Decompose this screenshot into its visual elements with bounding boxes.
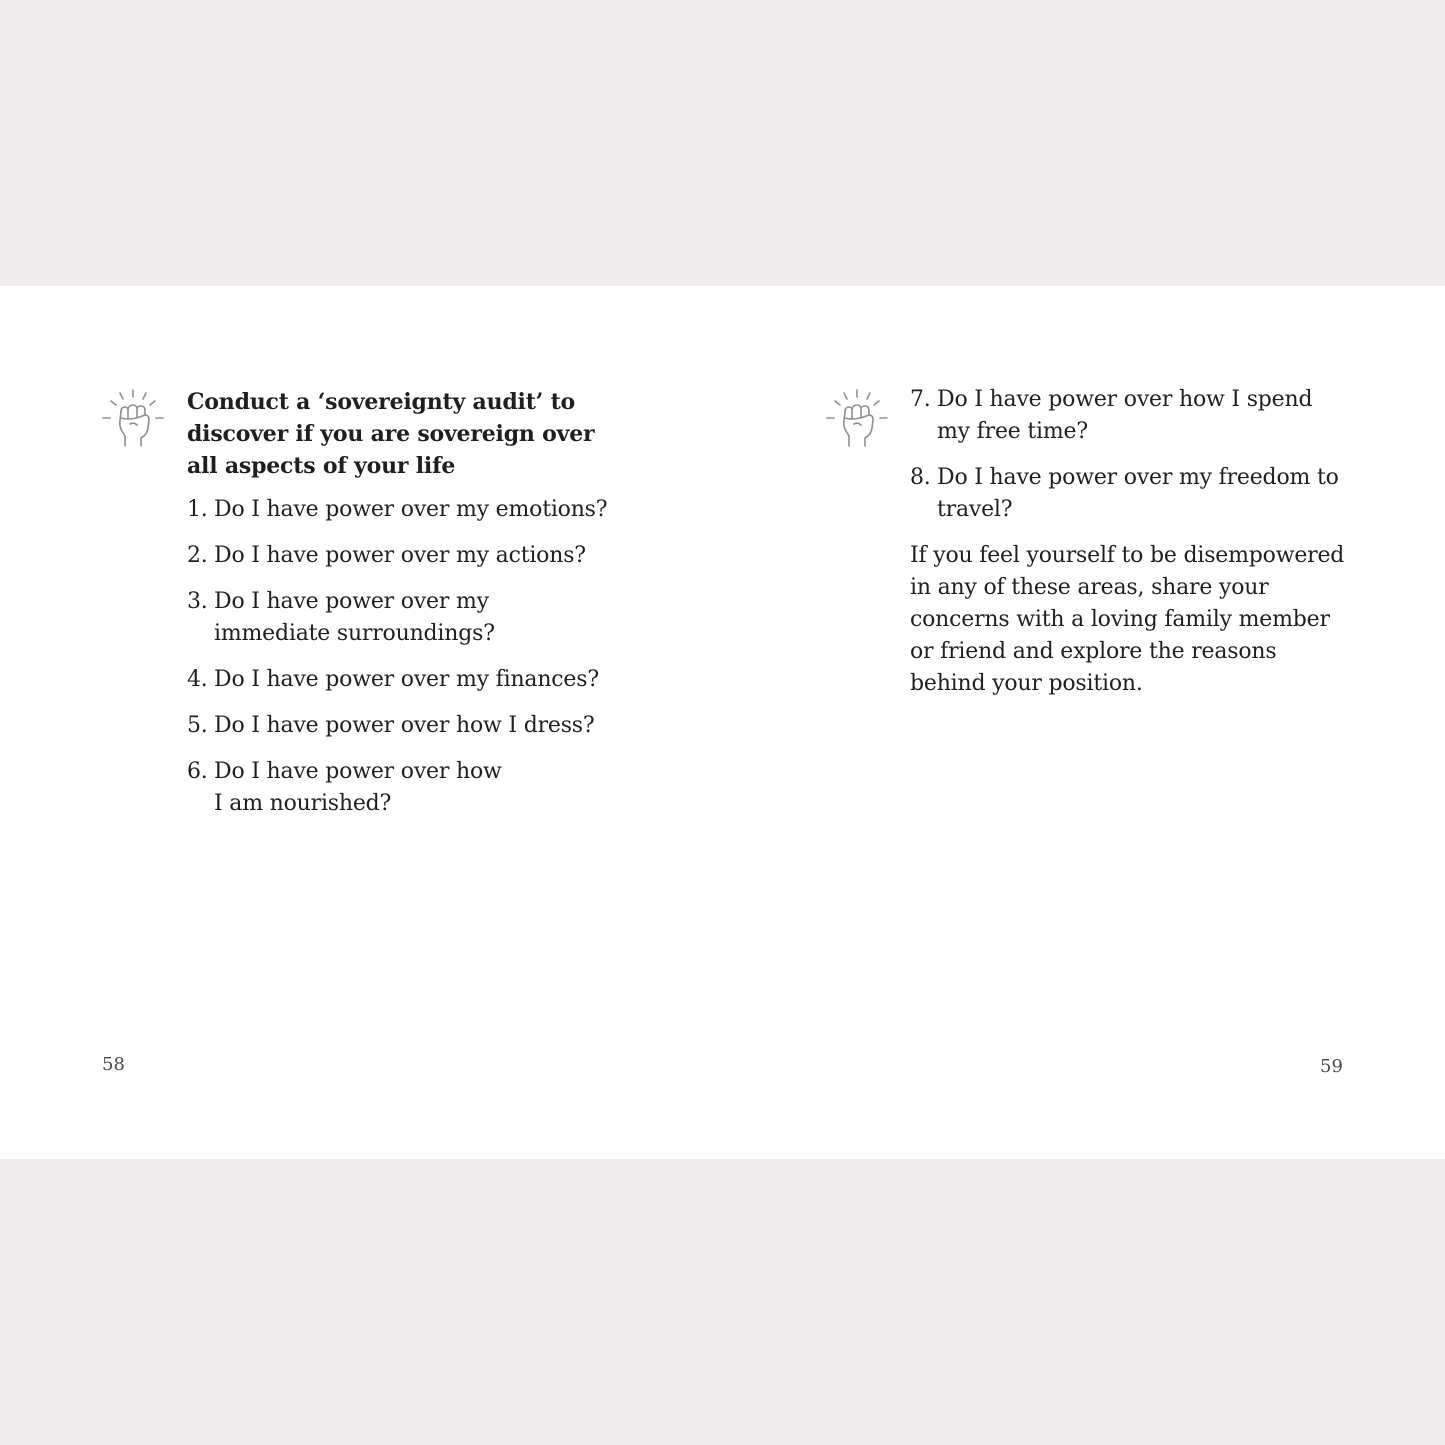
list-item <box>187 494 647 526</box>
raised-fist-icon <box>100 388 166 450</box>
item-number: 6. <box>187 759 208 784</box>
page-number: 59 <box>1320 1056 1343 1077</box>
book-spread <box>0 286 1445 1159</box>
item-text: Do I have power over my emotions? <box>214 497 608 522</box>
item-text: Do I have power over how I am nourished? <box>214 759 502 816</box>
item-number: 2. <box>187 543 208 568</box>
list-item <box>910 384 1350 448</box>
item-text: Do I have power over my actions? <box>214 543 586 568</box>
closing-paragraph: If you feel yourself to be disempowered in any of these areas, share your concerns with a loving family member or friend and explore the reasons behind your position. <box>910 543 1345 696</box>
item-number: 7. <box>910 387 931 412</box>
item-number: 1. <box>187 497 208 522</box>
item-text: Do I have power over how I dress? <box>214 713 595 738</box>
item-text: Do I have power over my freedom to travel? <box>937 465 1339 522</box>
item-number: 5. <box>187 713 208 738</box>
right-page <box>722 286 1445 1159</box>
page-number: 58 <box>102 1054 125 1075</box>
item-text: Do I have power over how I spend my free time? <box>937 387 1313 444</box>
list-item <box>910 462 1350 526</box>
item-number: 8. <box>910 465 931 490</box>
list-item <box>187 586 647 650</box>
item-number: 4. <box>187 667 208 692</box>
list-item <box>187 540 647 572</box>
question-list <box>187 494 647 834</box>
left-page <box>0 286 722 1159</box>
list-item <box>187 664 647 696</box>
item-number: 3. <box>187 589 208 614</box>
section-heading: Conduct a ‘sovereignty audit’ to discover if you are sovereign over all aspects of your life <box>187 389 595 479</box>
question-list <box>910 384 1350 540</box>
list-item <box>187 710 647 742</box>
item-text: Do I have power over my immediate surroundings? <box>214 589 495 646</box>
raised-fist-icon <box>824 388 890 450</box>
list-item <box>187 756 647 820</box>
item-text: Do I have power over my finances? <box>214 667 599 692</box>
